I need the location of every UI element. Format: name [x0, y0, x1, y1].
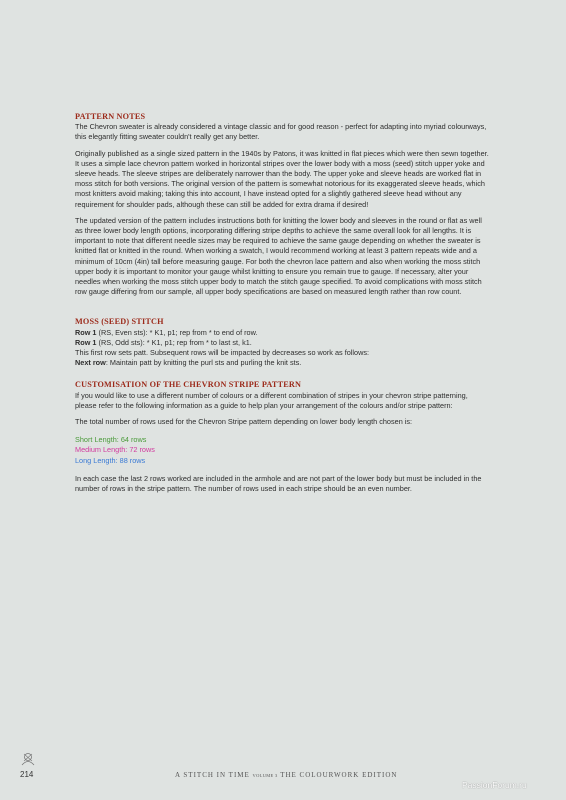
row-label: Next row: [75, 358, 106, 368]
long-length: Long Length: 88 rows: [75, 455, 146, 465]
medium-length: Medium Length: 72 rows: [75, 445, 155, 455]
book-title: [175, 771, 397, 779]
pattern-notes-paragraph-3: The updated version of the pattern includes instructions both for knitting the lower body and sleeves in the round or flat as well as three lower body length options, incorporating differing stripe depths to achieve the same overall look for all lengths. It is important to note that different needle sizes may be required to achieve the same gauge depending on whether the sweater is knitted flat or knitted in the round. When working a swatch, I would recommend working at least 3 pattern repeats wide and a minimum of 10cm (4in) tall before measuring gauge. For both the chevron lace pattern and also when working the moss stitch upper body it is important to monitor your gauge whilst knitting to ensure you remain true to gauge. If necessary, alter your needles when working the moss stitch upper body to match the stitch gauge specified. To avoid complications with moss stitch row gauge differing from our sample, all upper body specifications are based on measured length rather than row count.: [75, 215, 482, 297]
book-title-main: A STITCH IN TIME: [175, 771, 250, 779]
customisation-closing: In each case the last 2 rows worked are included in the armhole and are not part of the lower body but must be included in the number of rows in the stripe pattern. The number of rows used in each stripe should be an even number.: [75, 473, 482, 494]
pattern-notes-paragraph-2: Originally published as a single sized pattern in the 1940s by Patons, it was knitted in flat pieces which were then sewn together. It uses a simple lace chevron pattern worked in horizontal stripes over the lower body with a moss (seed) stitch upper yoke and sleeve heads. The sleeve stripes are deliberately narrower than the body. The upper yoke and sleeve heads are worked flat in moss stitch for both versions. The original version of the pattern is somewhat notorious for its exaggerated sleeve heads, which most knitters avoid making; taking this into account, I have instead opted for a slightly gathered sleeve head without any requirement for shoulder pads, although these can still be added for extra drama if desired!: [75, 148, 489, 209]
row-label: Row 1: [75, 327, 97, 337]
page-content: [75, 112, 491, 500]
short-length: Short Length: 64 rows: [75, 435, 147, 445]
customisation-heading: CUSTOMISATION OF THE CHEVRON STRIPE PATTERN: [75, 380, 302, 390]
moss-next-row: [75, 358, 491, 368]
book-volume: VOLUME 3: [252, 773, 278, 778]
knitting-emblem-icon: [20, 752, 36, 766]
page-number: 214: [20, 770, 34, 779]
customisation-intro: If you would like to use a different number of colours or a different combination of stripes in your chevron stripe patterning, please refer to the following information as a guide to help plan your arrangement of the colours and/or stripe pattern:: [75, 390, 468, 410]
book-edition: THE COLOURWORK EDITION: [280, 771, 398, 779]
row-text: (RS, Odd sts): * K1, p1; rep from * to last st, k1.: [96, 337, 252, 347]
moss-note: This first row sets patt. Subsequent rows will be impacted by decreases so work as follows:: [75, 348, 370, 358]
pattern-notes-paragraph-1: The Chevron sweater is already considered a vintage classic and for good reason - perfect for adapting into myriad colourways, this elegantly fitting sweater couldn't really get any better.: [75, 122, 487, 142]
moss-stitch-heading: MOSS (SEED) STITCH: [75, 317, 164, 327]
row-text: : Maintain patt by knitting the purl sts and purling the knit sts.: [105, 358, 302, 368]
row-label: Row 1: [75, 337, 97, 347]
pattern-notes-heading: PATTERN NOTES: [75, 112, 146, 121]
customisation-total: The total number of rows used for the Chevron Stripe pattern depending on lower body length chosen is:: [75, 417, 413, 427]
moss-row-1-even: [75, 328, 491, 338]
watermark: PassionForum.ru: [462, 780, 527, 790]
moss-row-1-odd: [75, 338, 491, 348]
row-text: (RS, Even sts): * K1, p1; rep from * to end of row.: [96, 327, 258, 337]
